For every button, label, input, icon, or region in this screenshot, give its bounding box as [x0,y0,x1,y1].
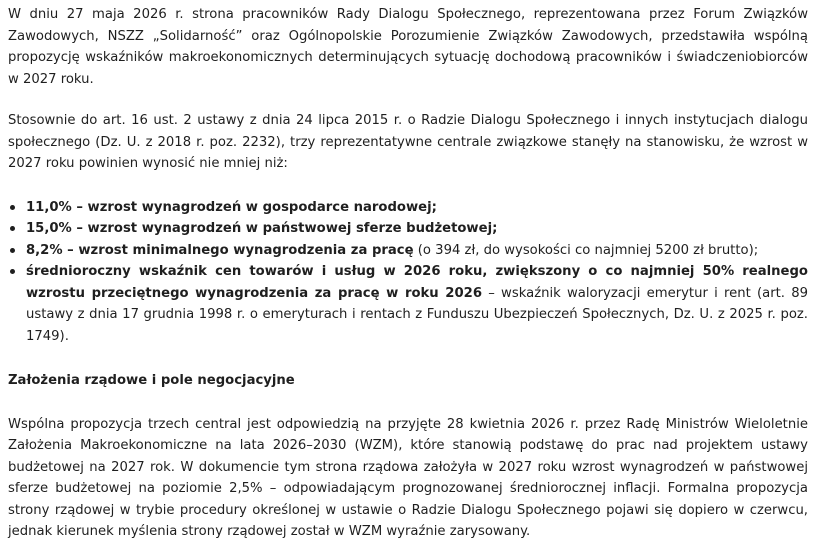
list-item-bold: 11,0% – wzrost wynagrodzeń w gospodarce narodowej; [26,199,437,215]
list-item-text: (o 394 zł, do wysokości co najmniej 5200 zł brutto); [413,242,759,258]
legal-basis-paragraph: Stosownie do art. 16 ust. 2 ustawy z dnia 24 lipca 2015 r. o Radzie Dialogu Społecznego i innych instytucjach dialogu społecznego (Dz. U. z 2018 r. poz. 2232), trzy reprezentatywne centrale związkowe stanęły na stanowisku, że wzrost w 2027 roku powinien wynosić nie mniej niż: [8,113,808,171]
intro-paragraph: W dniu 27 maja 2026 r. strona pracowników Rady Dialogu Społecznego, reprezentowana przez Forum Związków Zawodowych, NSZZ „Solidarność” oraz Ogólnopolskie Porozumienie Związków Zawodowych, przedstawiła wspólną propozycję wskaźników makroekonomicznych determinujących sytuację dochodową pracowników i świadczeniobiorców w 2027 roku. [8,7,808,87]
list-item [26,197,808,219]
list-item [26,240,808,262]
list-item [26,218,808,240]
section-paragraph: Wspólna propozycja trzech central jest odpowiedzią na przyjęte 28 kwietnia 2026 r. przez Radę Ministrów Wieloletnie Założenia Makroekonomiczne na lata 2026–2030 (WZM), które stanowią podstawę do prac nad projektem ustawy budżetowej na 2027 rok. W dokumencie tym strona rządowa założyła w 2027 roku wzrost wynagrodzeń w państwowej sferze budżetowej na poziomie 2,5% – odpowiadającym prognozowanej średniorocznej inflacji. Formalna propozycja strony rządowej w trybie procedury określonej w ustawie o Radzie Dialogu Społecznego pojawi się dopiero w czerwcu, jednak kierunek myślenia strony rządowej został w WZM wyraźnie zarysowany. [8,416,808,539]
indicator-list [8,197,808,348]
list-item-bold: 15,0% – wzrost wynagrodzeń w państwowej sferze budżetowej; [26,221,498,236]
section-heading: Założenia rządowe i pole negocjacyjne [8,373,295,388]
list-item-text: – wskaźnik waloryzacji emerytur i rent (art. 89 ustawy z dnia 17 grudnia 1998 r. o emeryturach i rentach z Funduszu Ubezpieczeń Społecznych, Dz. U. z 2025 r. poz. 1749). [26,285,808,344]
list-item [26,261,808,347]
list-item-bold: średnioroczny wskaźnik cen towarów i usług w 2026 roku, zwiększony o co najmniej 50% realnego wzrostu przeciętnego wynagrodzenia za pracę w roku 2026 [26,264,808,301]
list-item-bold: 8,2% – wzrost minimalnego wynagrodzenia za pracę [26,242,414,258]
